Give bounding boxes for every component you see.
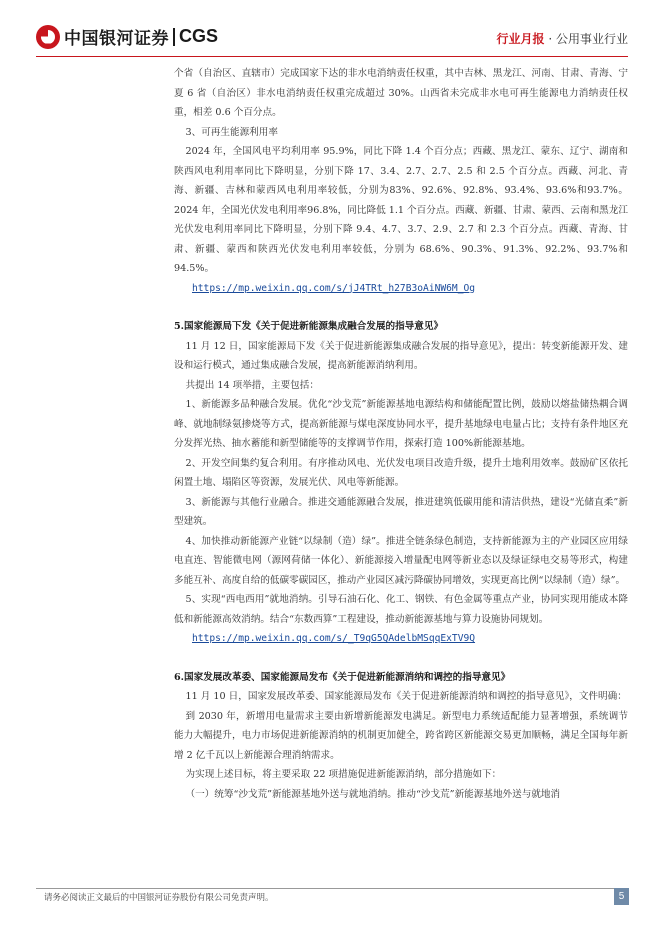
body-paragraph: 2、开发空间集约复合利用。有序推动风电、光伏发电项目改造升级，提升土地利用效率。鼓励矿区依托闲置土地、塌陷区等资源，发展光伏、风电等新能源。 — [174, 457, 628, 488]
link-paragraph — [174, 279, 628, 299]
source-link[interactable]: https://mp.weixin.qq.com/s/jJ4TRt_h27B3oAiNW6M_Og — [192, 282, 476, 294]
body-paragraph: 4、加快推动新能源产业链“以绿制（造）绿”。推进全链条绿色制造，支持新能源为主的产业园区应用绿电直连、智能微电网（源网荷储一体化）、新能源接入增量配电网等新业态以及绿证绿电交易等形式，构建多能互补、高度自给的低碳零碳园区，推动产业园区减污降碳协同增效，实现更高比例“以绿制（造）绿”。 — [174, 535, 628, 586]
disclaimer-text: 请务必阅读正文最后的中国银河证券股份有限公司免责声明。 — [44, 893, 274, 903]
body-paragraph: 到 2030 年，新增用电量需求主要由新增新能源发电满足。新型电力系统适配能力显著增强，系统调节能力大幅提升，电力市场促进新能源消纳的机制更加健全，跨省跨区新能源交易更加顺畅，满足全国每年新增 2 亿千瓦以上新能源合理消纳需求。 — [174, 710, 628, 761]
report-type: 行业月报 — [496, 32, 545, 46]
body-paragraph: 3、新能源与其他行业融合。推进交通能源融合发展，推进建筑低碳用能和清洁供热，建设“光储直柔”新型建筑。 — [174, 496, 628, 527]
body-paragraph: 为实现上述目标，将主要采取 22 项措施促进新能源消纳，部分措施如下： — [185, 769, 502, 780]
body-paragraph: 3、可再生能源利用率 — [185, 126, 278, 138]
footer-divider — [36, 888, 628, 889]
logo-divider — [173, 28, 175, 46]
body-paragraph: 11 月 10 日，国家发展改革委、国家能源局发布《关于促进新能源消纳和调控的指导意见》，文件明确： — [185, 691, 627, 702]
body-paragraph: 个省（自治区、直辖市）完成国家下达的非水电消纳责任权重，其中吉林、黑龙江、河南、甘肃、青海、宁夏 6 省（自治区）非水电消纳责任权重完成超过 30%。山西省未完成非水电可再生能源电力消纳责任权重，相差 0.6 个百分点。 — [174, 68, 628, 118]
page-number: 5 — [614, 888, 629, 905]
link-paragraph — [174, 629, 628, 649]
section-heading: 6.国家发展改革委、国家能源局发布《关于促进新能源消纳和调控的指导意见》 — [174, 671, 511, 683]
body-paragraph: （一）统筹“沙戈荒”新能源基地外送与就地消纳。推动“沙戈荒”新能源基地外送与就地消 — [185, 788, 561, 800]
document-body — [174, 64, 628, 804]
logo-text-en: CGS — [179, 26, 219, 46]
logo — [36, 24, 218, 49]
report-sector: 公用事业行业 — [555, 32, 628, 46]
body-paragraph: 共提出 14 项举措，主要包括： — [185, 379, 319, 391]
logo-text-cn: 中国银河证券 — [64, 29, 169, 49]
section-heading: 5.国家能源局下发《关于促进新能源集成融合发展的指导意见》 — [174, 321, 444, 332]
body-paragraph: 1、新能源多品种融合发展。优化“沙戈荒”新能源基地电源结构和储能配置比例，鼓励以熔盐储热耦合调峰、就地制绿氨掺烧等方式，提高新能源与煤电深度协同水平，提升基地绿电电量占比；支持有条件地区充分发挥光热、抽水蓄能和新型储能等的支撑调节作用，探索打造 100%新能源基地。 — [174, 399, 628, 449]
source-link[interactable]: https://mp.weixin.qq.com/s/_T9qG5QAdelbMSqqExTV9Q — [192, 633, 476, 644]
body-paragraph: 5、实现“西电西用”就地消纳。引导石油石化、化工、钢铁、有色金属等重点产业，协同实现用能成本降低和新能源高效消纳。结合“东数西算”工程建设，推动新能源基地与算力设施协同规划。 — [174, 594, 628, 625]
body-paragraph: 11 月 12 日，国家能源局下发《关于促进新能源集成融合发展的指导意见》，提出：转变新能源开发、建设和运行模式，通过集成融合发展，提高新能源消纳利用。 — [174, 340, 628, 371]
logo-mark-icon — [36, 25, 60, 49]
body-paragraph: 2024 年，全国风电平均利用率 95.9%，同比下降 1.4 个百分点；西藏、黑龙江、蒙东、辽宁、湖南和陕西风电利用率同比下降明显，分别下降 17、3.4、2.7、2.7、2.5 和 2.5 个百分点。西藏、河北、青海、新疆、吉林和蒙西风电利用率较低，分别为83%、92.6%、92.8%、93.4%、93.6%和93.7%。2024 年，全国光伏发电利用率96.8%，同比降低 1.1 个百分点。西藏、新疆、甘肃、蒙西、云南和黑龙江光伏发电利用率同比下降明显，分别下降 9.4、4.7、3.7、2.9、2.7 和 2.3 个百分点。西藏、青海、甘肃、新疆、蒙西和陕西光伏发电利用率较低，分别为 68.6%、90.3%、91.3%、92.2%、93.7%和 94.5%。 — [174, 146, 628, 274]
header-separator: · — [548, 32, 553, 46]
page-header — [0, 0, 662, 58]
header-divider — [36, 56, 628, 57]
report-category — [496, 30, 628, 47]
